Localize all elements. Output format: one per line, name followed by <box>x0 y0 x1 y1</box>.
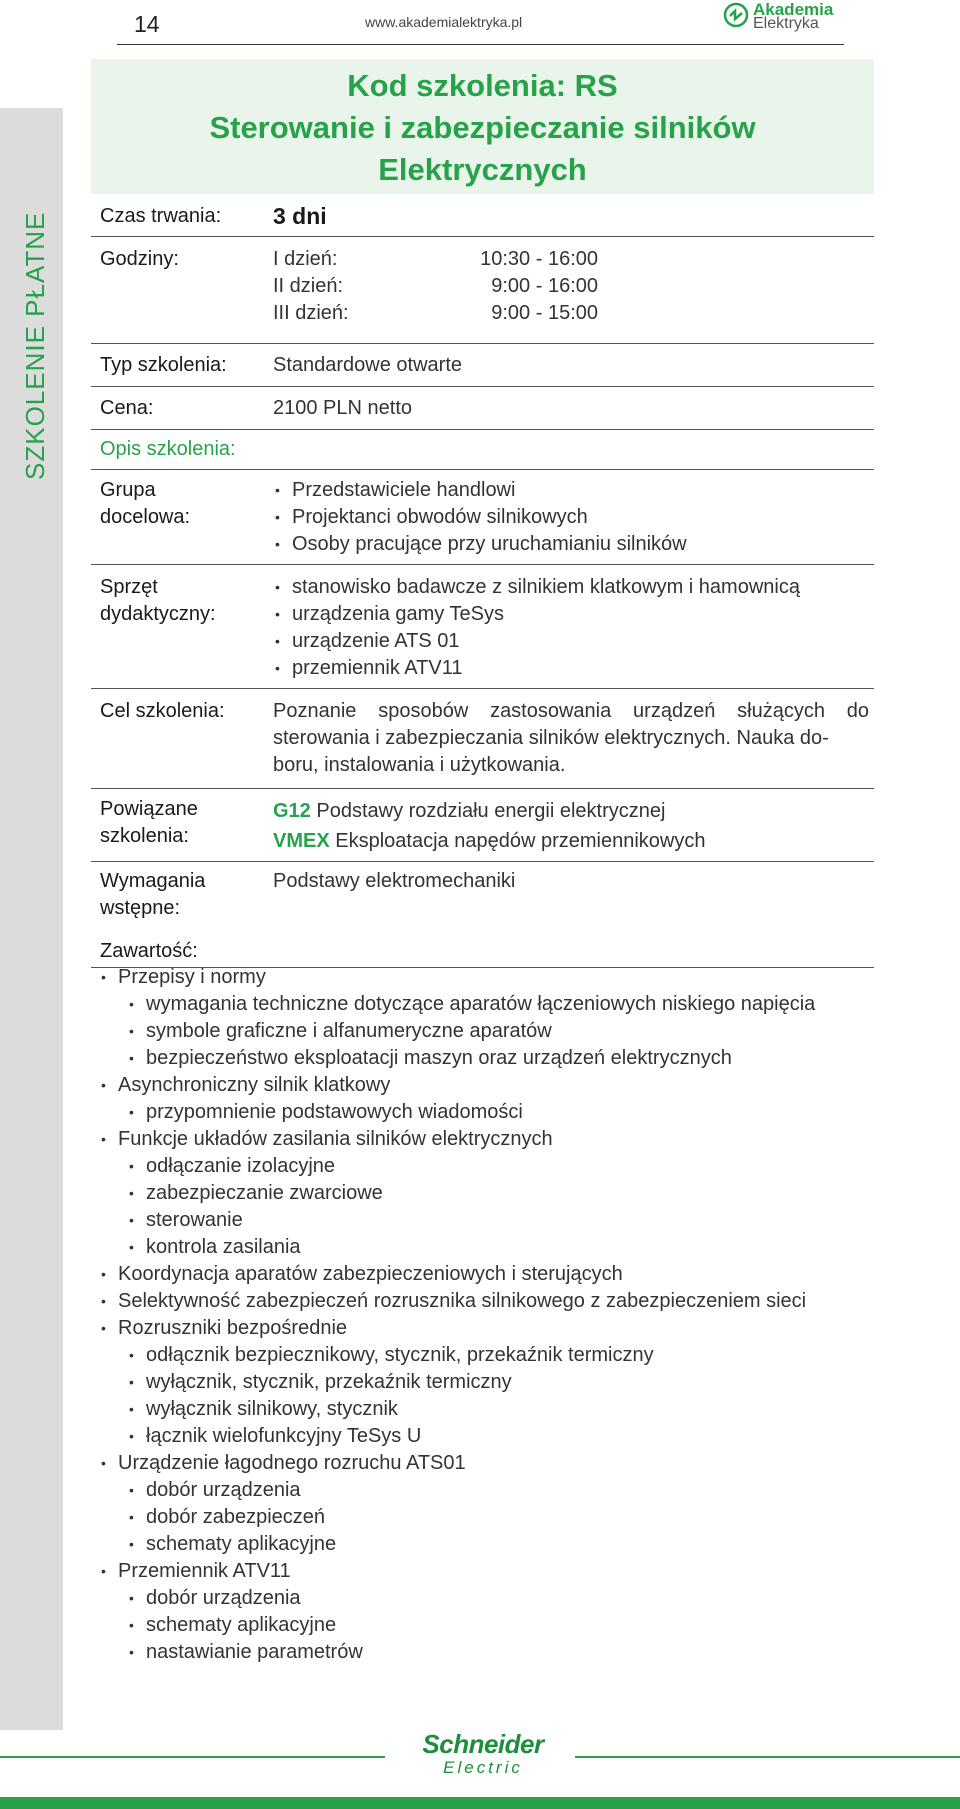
related-list <box>273 796 705 856</box>
content-list <box>91 964 874 1666</box>
list-item: • łącznik wielofunkcyjny TeSys U <box>91 1423 874 1450</box>
website-link[interactable]: www.akademialektryka.pl <box>365 14 523 30</box>
list-item: • Urządzenie łagodnego rozruchu ATS01 <box>91 1450 874 1477</box>
course-title-line-3: Elektrycznych <box>378 152 587 187</box>
day-2-label: II dzień: <box>273 275 344 297</box>
list-item: • Koordynacja aparatów zabezpieczeniowych i sterujących <box>91 1261 874 1288</box>
list-item: • schematy aplikacyjne <box>91 1531 874 1558</box>
goal-label: Cel szkolenia: <box>100 700 225 722</box>
list-item: • zabezpieczanie zwarciowe <box>91 1180 874 1207</box>
list-item: • nastawianie parametrów <box>91 1639 874 1666</box>
equipment-label-2: dydaktyczny: <box>100 603 216 625</box>
related-code: VMEX <box>273 830 330 852</box>
row-content-header <box>91 934 874 968</box>
list-item: • dobór urządzenia <box>91 1585 874 1612</box>
requirements-label <box>100 868 260 922</box>
row-related <box>91 789 874 862</box>
list-item: • wyłącznik silnikowy, stycznik <box>91 1396 874 1423</box>
row-duration <box>91 194 874 237</box>
list-item: • stanowisko badawcze z silnikiem klatkowym i hamownicą <box>273 574 800 601</box>
goal-text <box>273 698 869 779</box>
list-item: • kontrola zasilania <box>91 1234 874 1261</box>
related-item-vmex[interactable] <box>273 826 705 856</box>
duration-label: Czas trwania: <box>100 205 222 227</box>
equipment-list <box>273 574 800 682</box>
list-item: • odłączanie izolacyjne <box>91 1153 874 1180</box>
list-item: • Selektywność zabezpieczeń rozrusznika silnikowego z zabezpieczeniem sieci <box>91 1288 874 1315</box>
footer-band <box>0 1797 960 1809</box>
page-number: 14 <box>134 11 160 37</box>
day-3-time: 9:00 - 15:00 <box>491 302 598 324</box>
course-info-table <box>91 194 874 968</box>
day-1-label: I dzień: <box>273 248 338 270</box>
goal-line-3: boru, instalowania i użytkowania. <box>273 754 566 776</box>
schneider-electric-logo <box>398 1730 568 1782</box>
price-label: Cena: <box>100 397 154 419</box>
hours-label: Godziny: <box>100 248 179 270</box>
row-requirements <box>91 862 874 934</box>
list-item: • sterowanie <box>91 1207 874 1234</box>
related-code: G12 <box>273 800 311 822</box>
list-item: • dobór urządzenia <box>91 1477 874 1504</box>
list-item: • Rozruszniki bezpośrednie <box>91 1315 874 1342</box>
course-code: Kod szkolenia: RS <box>347 68 618 103</box>
list-item: • odłącznik bezpiecznikowy, stycznik, przekaźnik termiczny <box>91 1342 874 1369</box>
brand-name: Schneider <box>422 1729 544 1759</box>
type-value: Standardowe otwarte <box>273 354 463 376</box>
list-item: • wyłącznik, stycznik, przekaźnik termiczny <box>91 1369 874 1396</box>
price-value: 2100 PLN netto <box>273 397 412 419</box>
list-item: • symbole graficzne i alfanumeryczne aparatów <box>91 1018 874 1045</box>
related-name: Eksploatacja napędów przemiennikowych <box>335 830 706 852</box>
akademia-logo-icon <box>723 2 749 28</box>
type-label: Typ szkolenia: <box>100 354 227 376</box>
akademia-logo <box>723 0 843 34</box>
row-target-group <box>91 470 874 565</box>
target-group-label-2: docelowa: <box>100 506 191 528</box>
list-item: • schematy aplikacyjne <box>91 1612 874 1639</box>
row-equipment <box>91 565 874 689</box>
list-item: • przemiennik ATV11 <box>273 655 800 682</box>
footer-divider <box>0 1756 385 1758</box>
list-item: • przypomnienie podstawowych wiadomości <box>91 1099 874 1126</box>
related-label-1: Powiązane <box>100 798 198 820</box>
equipment-label-1: Sprzęt <box>100 576 158 598</box>
related-label-2: szkolenia: <box>100 825 189 847</box>
target-group-label-1: Grupa <box>100 479 156 501</box>
goal-line-1: Poznanie sposobów zastosowania urządzeń służących do <box>273 700 869 722</box>
row-description <box>91 430 874 470</box>
day-3-label: III dzień: <box>273 302 349 324</box>
list-item: • Asynchroniczny silnik klatkowy <box>91 1072 874 1099</box>
target-group-label <box>100 477 260 531</box>
content-label: Zawartość: <box>100 940 198 962</box>
list-item: • urządzenie ATS 01 <box>273 628 800 655</box>
duration-value: 3 dni <box>273 203 327 229</box>
brand-subname: Electric <box>443 1758 523 1777</box>
list-item: • Projektanci obwodów silnikowych <box>273 504 687 531</box>
row-type <box>91 344 874 387</box>
related-label <box>100 796 260 850</box>
hours-schedule <box>273 246 598 327</box>
requirements-value: Podstawy elektromechaniki <box>273 870 516 892</box>
list-item: • bezpieczeństwo eksploatacji maszyn oraz urządzeń elektrycznych <box>91 1045 874 1072</box>
list-item: • Przedstawiciele handlowi <box>273 477 687 504</box>
goal-line-2: sterowania i zabezpieczania silników elektrycznych. Nauka do- <box>273 727 829 749</box>
side-tab-label: SZKOLENIE PŁATNE <box>20 211 50 480</box>
list-item: • Osoby pracujące przy uruchamianiu silników <box>273 531 687 558</box>
list-item: • urządzenia gamy TeSys <box>273 601 800 628</box>
page-header <box>117 0 844 45</box>
footer-divider <box>575 1756 960 1758</box>
day-1-time: 10:30 - 16:00 <box>480 248 598 270</box>
row-hours <box>91 237 874 344</box>
logo-text-1: Akademia <box>753 0 834 19</box>
list-item: • Przepisy i normy <box>91 964 874 991</box>
day-2-time: 9:00 - 16:00 <box>491 275 598 297</box>
list-item: • Przemiennik ATV11 <box>91 1558 874 1585</box>
target-group-list <box>273 477 687 558</box>
row-price <box>91 387 874 430</box>
description-label: Opis szkolenia: <box>100 438 236 460</box>
related-name: Podstawy rozdziału energii elektrycznej <box>316 800 666 822</box>
course-title <box>91 59 874 194</box>
list-item: • wymagania techniczne dotyczące aparatów łączeniowych niskiego napięcia <box>91 991 874 1018</box>
course-title-line-2: Sterowanie i zabezpieczanie silników <box>209 110 756 145</box>
list-item: • Funkcje układów zasilania silników elektrycznych <box>91 1126 874 1153</box>
requirements-label-1: Wymagania <box>100 870 206 892</box>
row-goal <box>91 689 874 789</box>
list-item: • dobór zabezpieczeń <box>91 1504 874 1531</box>
related-item-g12[interactable] <box>273 796 705 826</box>
equipment-label <box>100 574 260 628</box>
requirements-label-2: wstępne: <box>100 897 181 919</box>
logo-text-2: Elektryka <box>753 15 819 32</box>
